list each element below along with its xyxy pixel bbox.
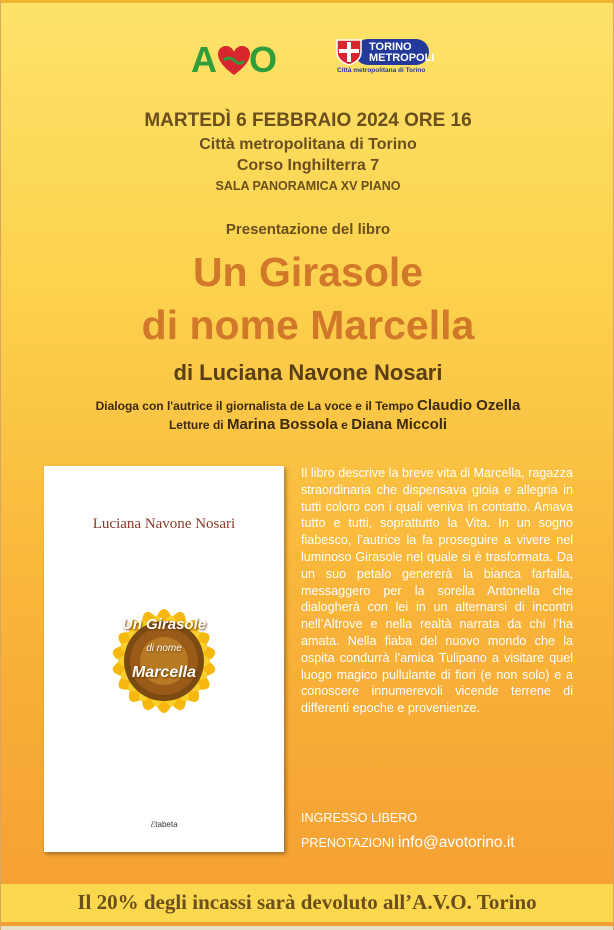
avo-logo-letter-a: A [191, 39, 217, 80]
torino-logo-line1: TORINO [369, 41, 412, 53]
cover-author: Luciana Navone Nosari [92, 516, 236, 532]
entry-info: INGRESSO LIBERO [301, 811, 418, 825]
cover-title-line2: di nome [146, 643, 182, 654]
book-description: Il libro descrive la breve vita di Marcella, ragazza straordinaria che dispensava gioia e allegria in tutti coloro con i quali veniva in contatto. Amava tutto e tutti, soprattutto la Vita. In un sogno fiabesco, l’autrice la fa proseguire a vivere nel luminoso Girasole nel quale si è trasformata. Da un suo petalo genererà la bianca farfalla, messaggero per la sorella Antonella che dialogherà con lei in un alternarsi di incontri nell’Altrove e nella realtà narrata da chi l’ha amata. Nella fiaba del nuovo mondo che la ospita condurrà l’amica Tulipano a visitare quel luogo magico pullulante di fiori (e non solo) e a conoscere innumerevoli vicende terrene di differenti epoche e provenienze. [301, 466, 573, 716]
torino-logo-subtitle: Città metropolitana di Torino [337, 67, 426, 74]
top-border [1, 0, 613, 3]
book-title-line1: Un Girasole [192, 249, 424, 295]
book-author: di Luciana Navone Nosari [173, 360, 443, 385]
reading-and: e [341, 418, 348, 432]
event-address: Corso Inghilterra 7 [236, 157, 380, 174]
donation-text: Il 20% degli incassi sarà devoluto all’A.V.O. Torino [77, 890, 537, 914]
avo-logo-letter-o: O [249, 39, 278, 80]
event-room: SALA PANORAMICA XV PIANO [215, 179, 401, 193]
booking-info [301, 834, 515, 852]
dialogue-prefix: Dialoga con l'autrice il giornalista de La voce e il Tempo [95, 399, 414, 413]
bottom-border [1, 926, 613, 930]
avo-logo [191, 39, 283, 80]
dialogue-credit [1, 397, 614, 414]
reading-credit [1, 416, 614, 433]
dialogue-name: Claudio Ozella [417, 397, 521, 414]
presentation-intro: Presentazione del libro [225, 221, 391, 238]
cover-publisher: ℰtabeta [150, 820, 178, 829]
event-date: MARTEDÌ 6 FEBBRAIO 2024 ORE 16 [144, 110, 472, 131]
cover-title-line1: Un Girasole [121, 616, 207, 633]
book-cover [44, 466, 284, 852]
reader-1: Marina Bossola [226, 416, 338, 433]
torino-logo-line2: METROPOLI [369, 52, 435, 64]
reader-2: Diana Miccoli [351, 416, 448, 433]
torino-logo-pill [355, 39, 435, 65]
event-venue: Città metropolitana di Torino [199, 136, 417, 153]
torino-shield-icon [335, 38, 365, 66]
booking-email: info@avotorino.it [398, 834, 515, 851]
cover-title-line3: Marcella [131, 664, 197, 681]
book-title-line2: di nome Marcella [141, 302, 475, 348]
heart-hands-icon [217, 45, 251, 77]
reading-prefix: Letture di [168, 418, 224, 432]
sunflower-icon [69, 566, 259, 756]
booking-label: PRENOTAZIONI [301, 836, 395, 850]
donation-banner [1, 884, 613, 922]
torino-metropoli-logo [335, 38, 435, 78]
